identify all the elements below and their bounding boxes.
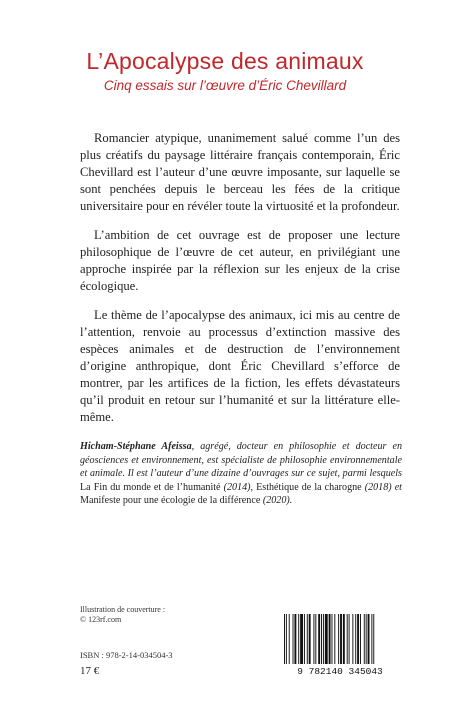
barcode-bar [321, 614, 322, 664]
barcode-bar [364, 614, 365, 664]
barcode-digits: 9 782140 345043 [297, 666, 383, 676]
barcode-bar [366, 614, 367, 664]
barcode-bar [347, 614, 348, 664]
author-name: Hicham-Stéphane Afeissa [80, 441, 192, 452]
bio-year-1: (2014), [220, 481, 257, 493]
barcode-bar [307, 614, 308, 664]
barcode-bar [360, 614, 361, 664]
barcode-bar [298, 614, 299, 664]
blurb [80, 130, 400, 438]
bio-year-2: (2018) [361, 481, 395, 493]
barcode-bar [340, 614, 342, 664]
barcode-bar [304, 614, 305, 664]
barcode-bar [329, 614, 331, 664]
barcode-bar [373, 614, 374, 664]
barcode-bar [318, 614, 320, 664]
bio-book-3: Manifeste pour une écologie de la différence [80, 495, 261, 507]
barcode-bar [349, 614, 350, 664]
book-subtitle: Cinq essais sur l’œuvre d’Éric Chevillard [103, 78, 347, 93]
barcode-bar [357, 614, 359, 664]
isbn: ISBN : 978-2-14-034504-3 [80, 650, 173, 660]
barcode-bar [338, 614, 339, 664]
barcode-bar [315, 614, 316, 664]
bio-book-2: Esthétique de la charogne [256, 481, 362, 493]
barcode-bar [293, 614, 294, 664]
barcode-bar [332, 614, 333, 664]
bio-year-3: (2020). [260, 495, 293, 507]
credit-source: © 123rf.com [80, 615, 122, 624]
bio-et: et [394, 481, 402, 493]
barcode-bar [284, 614, 285, 664]
barcode-bar [289, 614, 290, 664]
author-bio [80, 440, 402, 508]
cover-credit [80, 605, 165, 625]
blurb-paragraph-1: Romancier atypique, unanimement salué comme l’un des plus créatifs du paysage littéraire français contemporain, Éric Chevillard est l’auteur d’une œuvre imposante, sur laquelle se sont penchées depuis le berceau les fées de la critique universitaire pour en révéler toute la virtuosité et la profondeur. [80, 131, 400, 213]
barcode-bars [284, 614, 374, 664]
barcode-bar [294, 614, 296, 664]
barcode-bar [286, 614, 287, 664]
barcode [276, 612, 404, 676]
price: 17 € [80, 665, 100, 677]
barcode-bar [334, 614, 335, 664]
bio-intro: , agrégé, docteur en philosophie et docteur en géosciences et environnement, est spécialiste de philosophie environnementale et animale. Il est l’auteur d’une dizaine d’ouvrages sur ce sujet, parmi lesquels [80, 441, 402, 480]
barcode-bar [300, 614, 303, 664]
barcode-bar [343, 614, 345, 664]
barcode-bar [323, 614, 324, 664]
credit-label: Illustration de couverture : [80, 605, 166, 614]
book-title: L’Apocalypse des animaux [86, 48, 364, 74]
barcode-bar [309, 614, 311, 664]
barcode-bar [313, 614, 314, 664]
blurb-paragraph-3: Le thème de l’apocalypse des animaux, ici mis au centre de l’attention, renvoie au processus d’extinction massive des espèces animales et de destruction de l’environnement d’origine anthropique, dont Éric Chevillard s’efforce de montrer, par les artifices de la fiction, les effets dévastateurs qu’il produit en retour sur l’humanité et sur la littérature elle-même. [80, 308, 400, 424]
barcode-bar [368, 614, 370, 664]
blurb-paragraph-2: L’ambition de cet ouvrage est de proposer une lecture philosophique de l’œuvre de cet auteur, en privilégiant une approche inspirée par la réflexion sur les enjeux de la crise écologique. [80, 228, 400, 293]
bio-book-1: La Fin du monde et de l’humanité [80, 481, 221, 493]
barcode-bar [352, 614, 353, 664]
barcode-bar [325, 614, 328, 664]
barcode-bar [355, 614, 356, 664]
barcode-bar [371, 614, 372, 664]
